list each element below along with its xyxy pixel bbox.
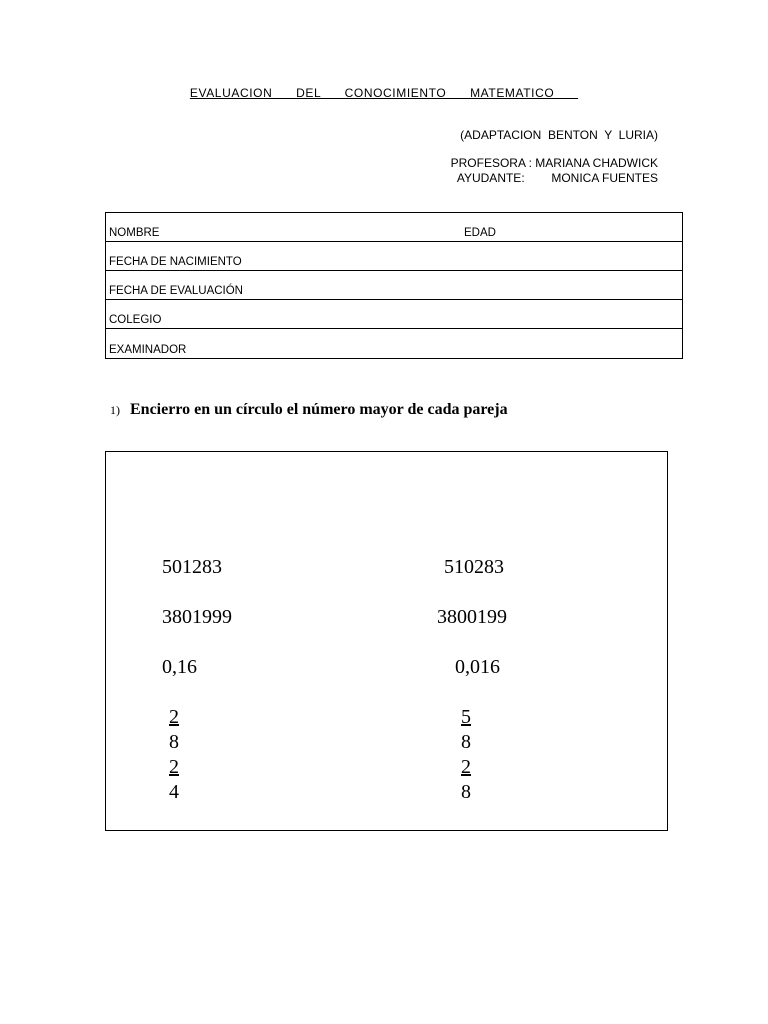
fraction-right-1-denominator[interactable]: 8 xyxy=(461,731,471,753)
birth-date-label: FECHA DE NACIMIENTO xyxy=(109,256,242,268)
pair-2-right[interactable]: 3800199 xyxy=(437,606,507,628)
fraction-right-2-denominator[interactable]: 8 xyxy=(461,781,471,803)
pair-1-right[interactable]: 510283 xyxy=(444,556,504,578)
question-1 xyxy=(110,401,508,419)
pair-2-left[interactable]: 3801999 xyxy=(162,606,232,628)
fraction-left-1-numerator[interactable]: 2 xyxy=(169,706,179,728)
teacher-line: PROFESORA : MARIANA CHADWICK xyxy=(450,156,658,170)
school-label: COLEGIO xyxy=(109,314,162,326)
exercise-box xyxy=(105,451,668,831)
name-label: NOMBRE xyxy=(109,227,160,239)
pair-1-left[interactable]: 501283 xyxy=(162,556,222,578)
pair-3-left[interactable]: 0,16 xyxy=(162,656,197,678)
fraction-right-1-numerator[interactable]: 5 xyxy=(461,706,471,728)
evaluation-date-row[interactable] xyxy=(106,271,682,300)
examiner-label: EXAMINADOR xyxy=(109,344,187,356)
adaptation-note: (ADAPTACION BENTON Y LURIA) xyxy=(460,128,658,142)
fraction-left-1-denominator[interactable]: 8 xyxy=(169,731,179,753)
evaluation-date-label: FECHA DE EVALUACIÓN xyxy=(109,285,243,297)
examiner-row[interactable] xyxy=(106,329,682,358)
assistant-line: AYUDANTE: MONICA FUENTES xyxy=(456,171,658,185)
fraction-left-2-numerator[interactable]: 2 xyxy=(169,756,179,778)
school-row[interactable] xyxy=(106,300,682,329)
fraction-right-2-numerator[interactable]: 2 xyxy=(461,756,471,778)
question-number: 1) xyxy=(110,403,120,417)
pair-3-right[interactable]: 0,016 xyxy=(455,656,500,678)
question-text: Encierro en un círculo el número mayor de cada pareja xyxy=(130,401,508,418)
name-row[interactable] xyxy=(106,213,682,242)
birth-date-row[interactable] xyxy=(106,242,682,271)
age-label: EDAD xyxy=(464,227,496,239)
student-info-table xyxy=(105,212,683,359)
fraction-left-2-denominator[interactable]: 4 xyxy=(169,781,179,803)
document-title: EVALUACION DEL CONOCIMIENTO MATEMATICO xyxy=(189,86,579,100)
